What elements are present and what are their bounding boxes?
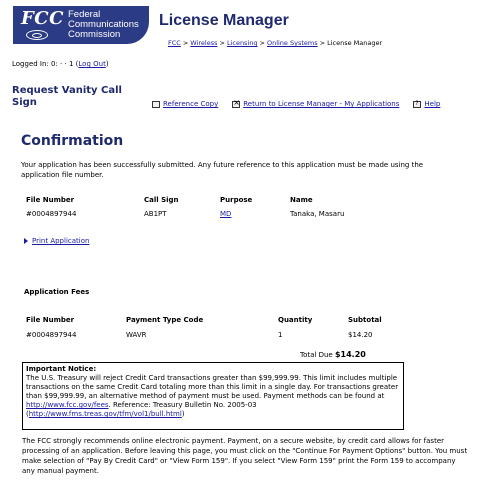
- notice-text-2: . Reference: Treasury Bulletin No. 2005-03 (: [26, 401, 257, 418]
- help-icon: [413, 101, 421, 108]
- fee-payment-type: WAVR: [126, 331, 147, 339]
- call-sign-value: AB1PT: [144, 210, 167, 218]
- fees-title: Application Fees: [24, 288, 90, 296]
- fcc-logo[interactable]: [13, 6, 149, 44]
- breadcrumb: FCC > Wireless > Licensing > Online Systems > License Manager: [168, 39, 383, 47]
- agency-line-3: Commission: [68, 29, 121, 40]
- breadcrumb-wireless[interactable]: Wireless: [190, 39, 218, 47]
- fee-quantity: 1: [278, 331, 283, 339]
- app-title: License Manager: [159, 12, 289, 29]
- return-tool[interactable]: [232, 100, 399, 108]
- return-link[interactable]: Return to License Manager - My Applications: [243, 100, 400, 108]
- payment-instructions: The FCC strongly recommends online electronic payment. Payment, on a secure website, by credit card allows for faster processing of an application. Before leaving this page, you must click on the "Continue For Payment Options" button. You must make selection of "Pay By Credit Card" or "View Form 159". If you select "View Form 159" print the Form 159 to accompany any manual payment.: [22, 437, 468, 475]
- col-purpose: Purpose: [220, 196, 253, 204]
- treasury-bulletin-link[interactable]: http://www.fms.treas.gov/tfm/vol1/bull.html: [28, 410, 182, 418]
- notice-text-1: The U.S. Treasury will reject Credit Card transactions greater than $99,999.99. This limit includes multiple transactions on the same Credit Card totaling more than this limit in a single day. For transactions greater than $99,999.99, an alternative method of payment must be used. Payment methods can be found at: [26, 374, 399, 400]
- reference-copy-link[interactable]: Reference Copy: [163, 100, 219, 108]
- reference-copy-tool[interactable]: [152, 100, 218, 108]
- total-due: [300, 350, 366, 359]
- request-title-line-1: Request Vanity Call: [12, 85, 122, 96]
- document-icon: [152, 101, 160, 108]
- fcc-logo-text: FCC: [21, 8, 64, 29]
- help-tool[interactable]: [413, 100, 440, 108]
- request-title: [12, 85, 122, 109]
- notice-text-3: ): [181, 410, 185, 418]
- fcc-fees-link[interactable]: http://www.fcc.gov/fees: [26, 401, 109, 409]
- success-message: Your application has been successfully submitted. Any future reference to this application must be made using the application file number.: [21, 161, 424, 179]
- total-due-label: Total Due: [300, 351, 333, 359]
- close-icon: [232, 101, 240, 108]
- breadcrumb-current: License Manager: [327, 39, 383, 47]
- page-header: [0, 0, 480, 50]
- arrow-right-icon: [24, 238, 28, 244]
- breadcrumb-fcc[interactable]: FCC: [168, 39, 181, 47]
- fee-col-payment-type: Payment Type Code: [126, 316, 204, 324]
- fee-col-quantity: Quantity: [278, 316, 313, 324]
- notice-body: [26, 374, 400, 419]
- fee-file-number: #0004897944: [26, 331, 77, 339]
- login-user: 0: · · 1: [51, 60, 74, 68]
- breadcrumb-licensing[interactable]: Licensing: [226, 39, 258, 47]
- logout-link[interactable]: Log Out: [78, 60, 106, 68]
- agency-line-1: Federal: [68, 9, 101, 20]
- help-link[interactable]: Help: [424, 100, 441, 108]
- agency-line-2: Communications: [68, 19, 139, 30]
- col-call-sign: Call Sign: [144, 196, 179, 204]
- purpose-link[interactable]: MD: [220, 210, 232, 218]
- agency-name: [68, 10, 139, 40]
- breadcrumb-online-systems[interactable]: Online Systems: [266, 39, 318, 47]
- fee-col-subtotal: Subtotal: [348, 316, 382, 324]
- important-notice: [22, 362, 404, 430]
- confirmation-heading: Confirmation: [21, 133, 124, 149]
- applicant-name: Tanaka, Masaru: [290, 210, 345, 218]
- notice-title: Important Notice:: [26, 365, 97, 373]
- login-status: Logged In: 0: · · 1 (Log Out): [12, 60, 109, 68]
- fcc-seal-icon: [26, 30, 48, 40]
- toolbar: [152, 100, 440, 108]
- request-title-line-2: Sign: [12, 97, 37, 108]
- total-due-value: $14.20: [334, 350, 366, 359]
- fee-subtotal: $14.20: [348, 331, 373, 339]
- fee-col-file-number: File Number: [26, 316, 75, 324]
- login-label: Logged In:: [12, 60, 49, 68]
- print-application[interactable]: [24, 237, 89, 245]
- file-number-value: #0004897944: [26, 210, 77, 218]
- col-name: Name: [290, 196, 313, 204]
- print-application-link[interactable]: Print Application: [32, 237, 90, 245]
- col-file-number: File Number: [26, 196, 75, 204]
